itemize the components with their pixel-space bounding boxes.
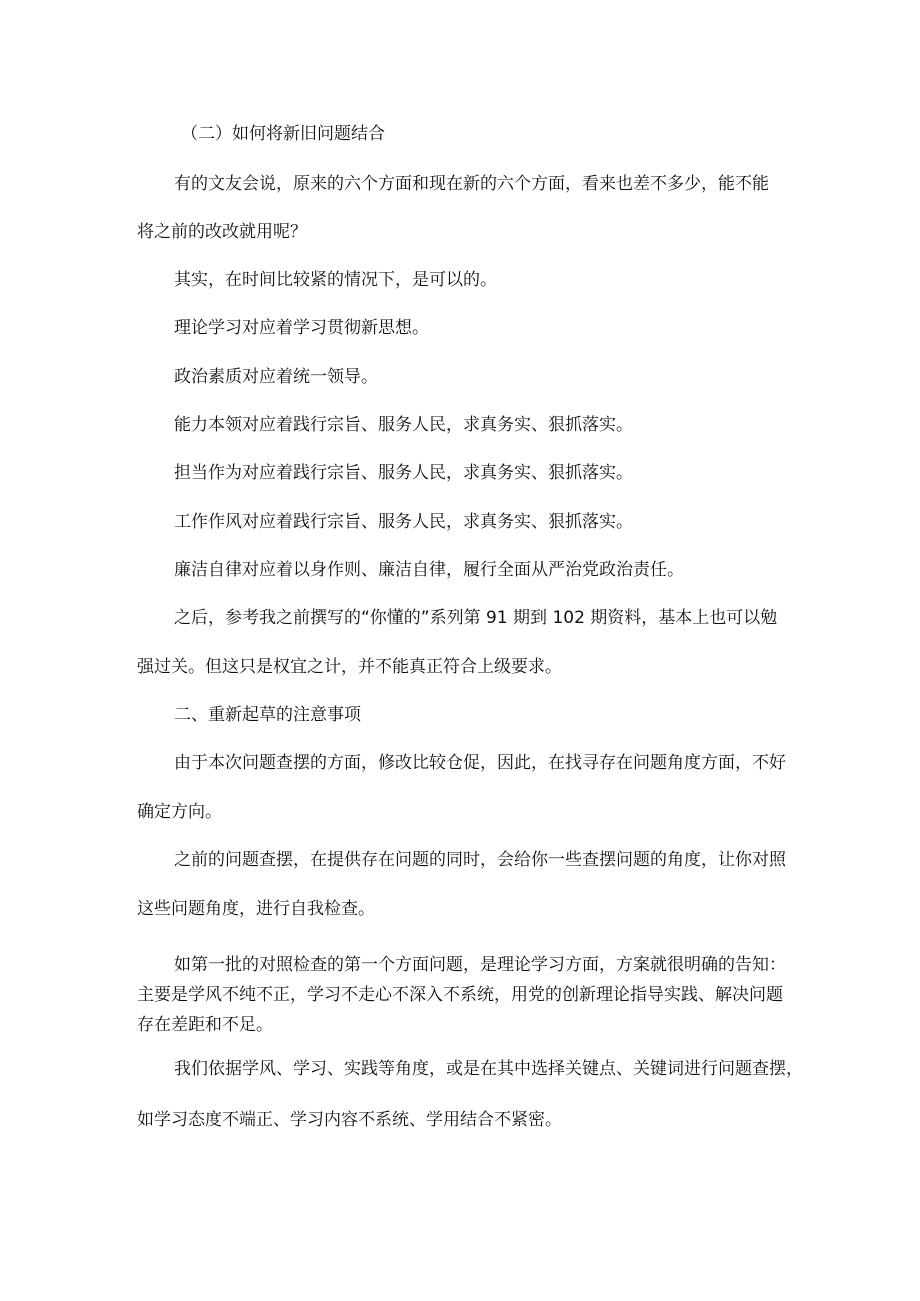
paragraph-line: 确定方向。 [137, 802, 222, 822]
paragraph-line: 主要是学风不纯不正，学习不走心不深入不系统，用党的创新理论指导实践、解决问题 [137, 985, 783, 1005]
paragraph-line: 将之前的改改就用呢？ [137, 222, 307, 242]
paragraph-line: 政治素质对应着统一领导。 [174, 367, 378, 387]
paragraph-line: 我们依据学风、学习、实践等角度，或是在其中选择关键点、关键词进行问题查摆， [174, 1059, 803, 1079]
paragraph-line: 强过关。但这只是权宜之计，并不能真正符合上级要求。 [137, 657, 562, 677]
paragraph-line: 理论学习对应着学习贯彻新思想。 [174, 318, 429, 338]
paragraph-line: 其实，在时间比较紧的情况下，是可以的。 [174, 270, 497, 290]
paragraph-line: 担当作为对应着践行宗旨、服务人民，求真务实、狠抓落实。 [174, 463, 633, 483]
paragraph-line: 这些问题角度，进行自我检查。 [137, 899, 375, 919]
section-heading-2: （二）如何将新旧问题结合 [181, 124, 385, 144]
section-heading: 二、重新起草的注意事项 [174, 705, 361, 725]
paragraph-line: 能力本领对应着践行宗旨、服务人民，求真务实、狠抓落实。 [174, 415, 633, 435]
paragraph-line: 由于本次问题查摆的方面，修改比较仓促，因此，在找寻存在问题角度方面，不好 [174, 753, 786, 773]
paragraph-line: 如学习态度不端正、学习内容不系统、学用结合不紧密。 [137, 1110, 562, 1130]
paragraph-line: 之后，参考我之前撰写的“你懂的”系列第 91 期到 102 期资料，基本上也可以勉 [174, 608, 778, 628]
paragraph-line: 有的文友会说，原来的六个方面和现在新的六个方面，看来也差不多少，能不能 [174, 174, 769, 194]
paragraph-line: 之前的问题查摆，在提供存在问题的同时，会给你一些查摆问题的角度，让你对照 [174, 850, 786, 870]
paragraph-line: 如第一批的对照检查的第一个方面问题，是理论学习方面，方案就很明确的告知： [174, 955, 786, 975]
paragraph-line: 廉洁自律对应着以身作则、廉洁自律，履行全面从严治党政治责任。 [174, 560, 684, 580]
paragraph-line: 存在差距和不足。 [137, 1015, 273, 1035]
paragraph-line: 工作作风对应着践行宗旨、服务人民，求真务实、狠抓落实。 [174, 512, 633, 532]
